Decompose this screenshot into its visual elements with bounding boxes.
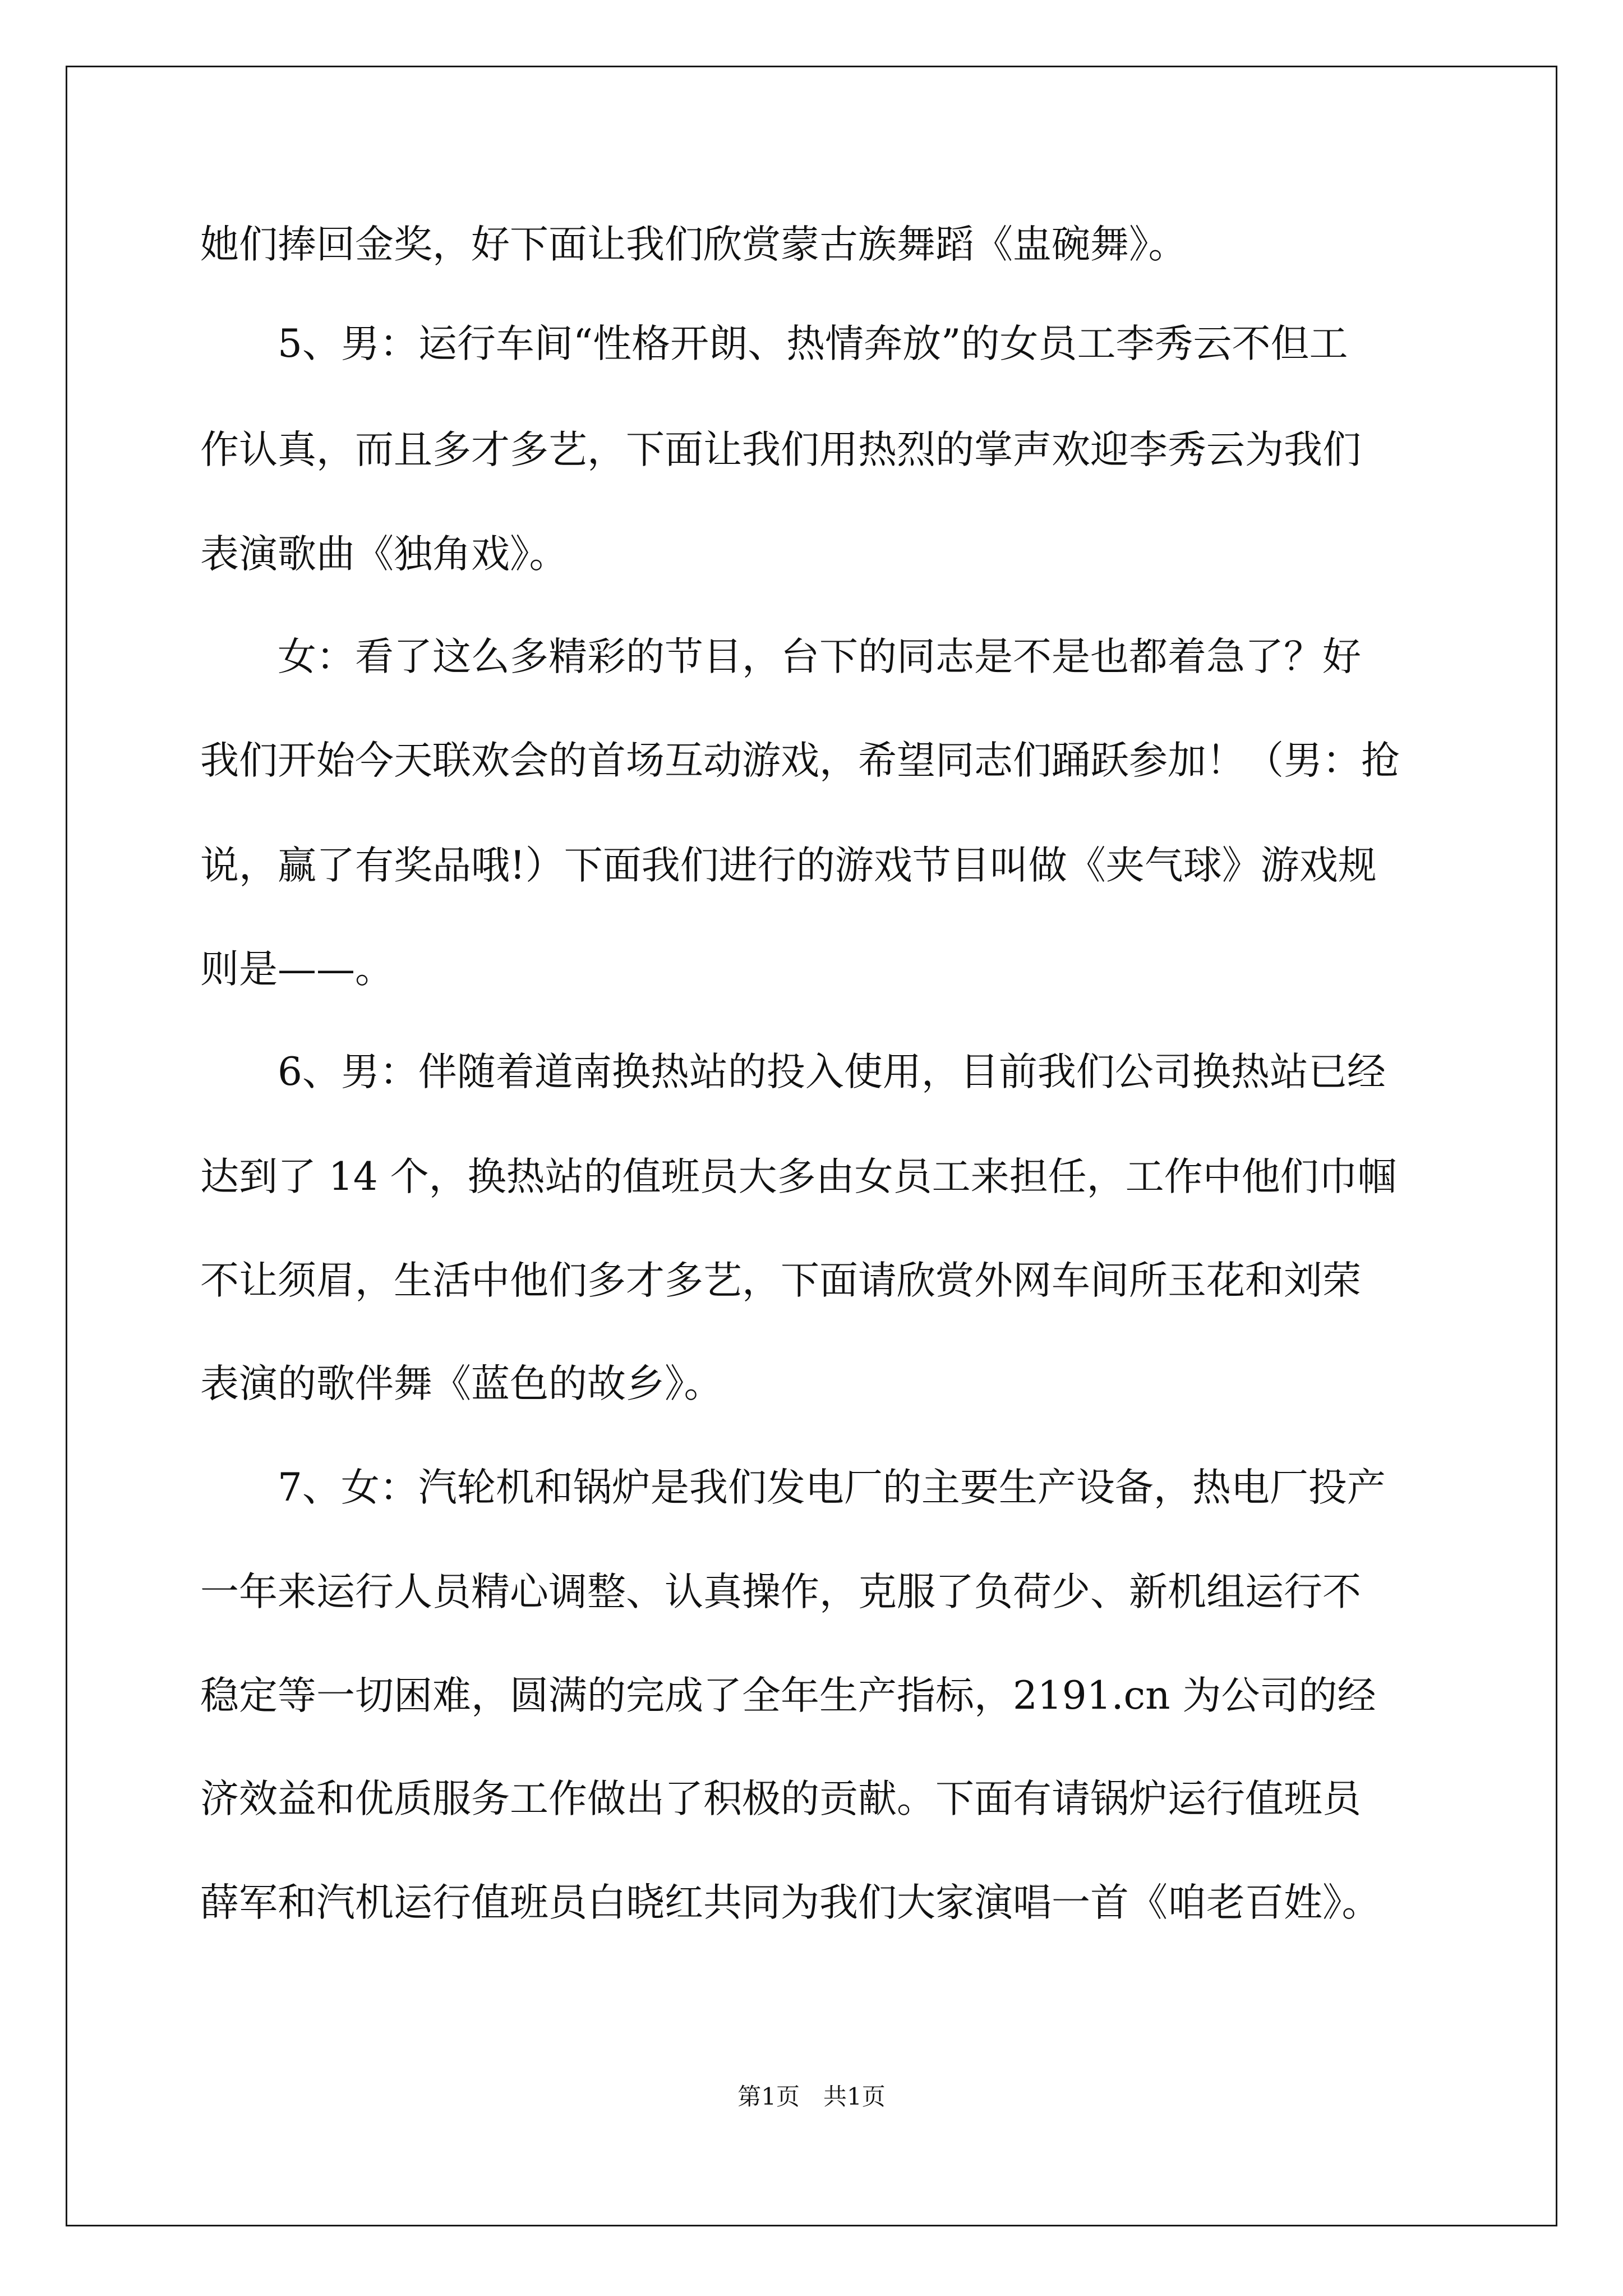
text-line: 她们捧回金奖，好下面让我们欣赏蒙古族舞蹈《盅碗舞》。	[200, 222, 1187, 267]
text-line: 达到了 14 个，换热站的值班员大多由女员工来担任，工作中他们巾帼	[200, 1154, 1396, 1199]
text-line: 作认真，而且多才多艺，下面让我们用热烈的掌声欢迎李秀云为我们	[200, 427, 1361, 472]
text-line: 说，赢了有奖品哦!）下面我们进行的游戏节目叫做《夹气球》游戏规	[200, 843, 1377, 888]
text-line: 稳定等一切困难，圆满的完成了全年生产指标，2191.cn 为公司的经	[200, 1673, 1376, 1718]
text-line: 5、男：运行车间“性格开朗、热情奔放”的女员工李秀云不但工	[278, 321, 1348, 366]
text-line: 表演歌曲《独角戏》。	[200, 532, 568, 577]
text-line: 7、女：汽轮机和锅炉是我们发电厂的主要生产设备，热电厂投产	[278, 1465, 1386, 1510]
page-number-footer: 第1页 共1页	[737, 2083, 886, 2110]
text-line: 我们开始今天联欢会的首场互动游戏，希望同志们踊跃参加！（男：抢	[200, 738, 1400, 783]
text-line: 不让须眉，生活中他们多才多艺，下面请欣赏外网车间所玉花和刘荣	[200, 1258, 1361, 1303]
text-line: 6、男：伴随着道南换热站的投入使用，目前我们公司换热站已经	[278, 1050, 1386, 1094]
text-line: 薛军和汽机运行值班员白晓红共同为我们大家演唱一首《咱老百姓》。	[200, 1880, 1381, 1925]
text-line: 济效益和优质服务工作做出了积极的贡献。下面有请锅炉运行值班员	[200, 1777, 1361, 1821]
text-line: 表演的歌伴舞《蓝色的故乡》。	[200, 1361, 723, 1406]
text-line: 女：看了这么多精彩的节目，台下的同志是不是也都着急了？好	[278, 634, 1361, 679]
text-line: 一年来运行人员精心调整、认真操作，克服了负荷少、新机组运行不	[200, 1570, 1361, 1614]
text-line: 则是——。	[200, 947, 394, 992]
